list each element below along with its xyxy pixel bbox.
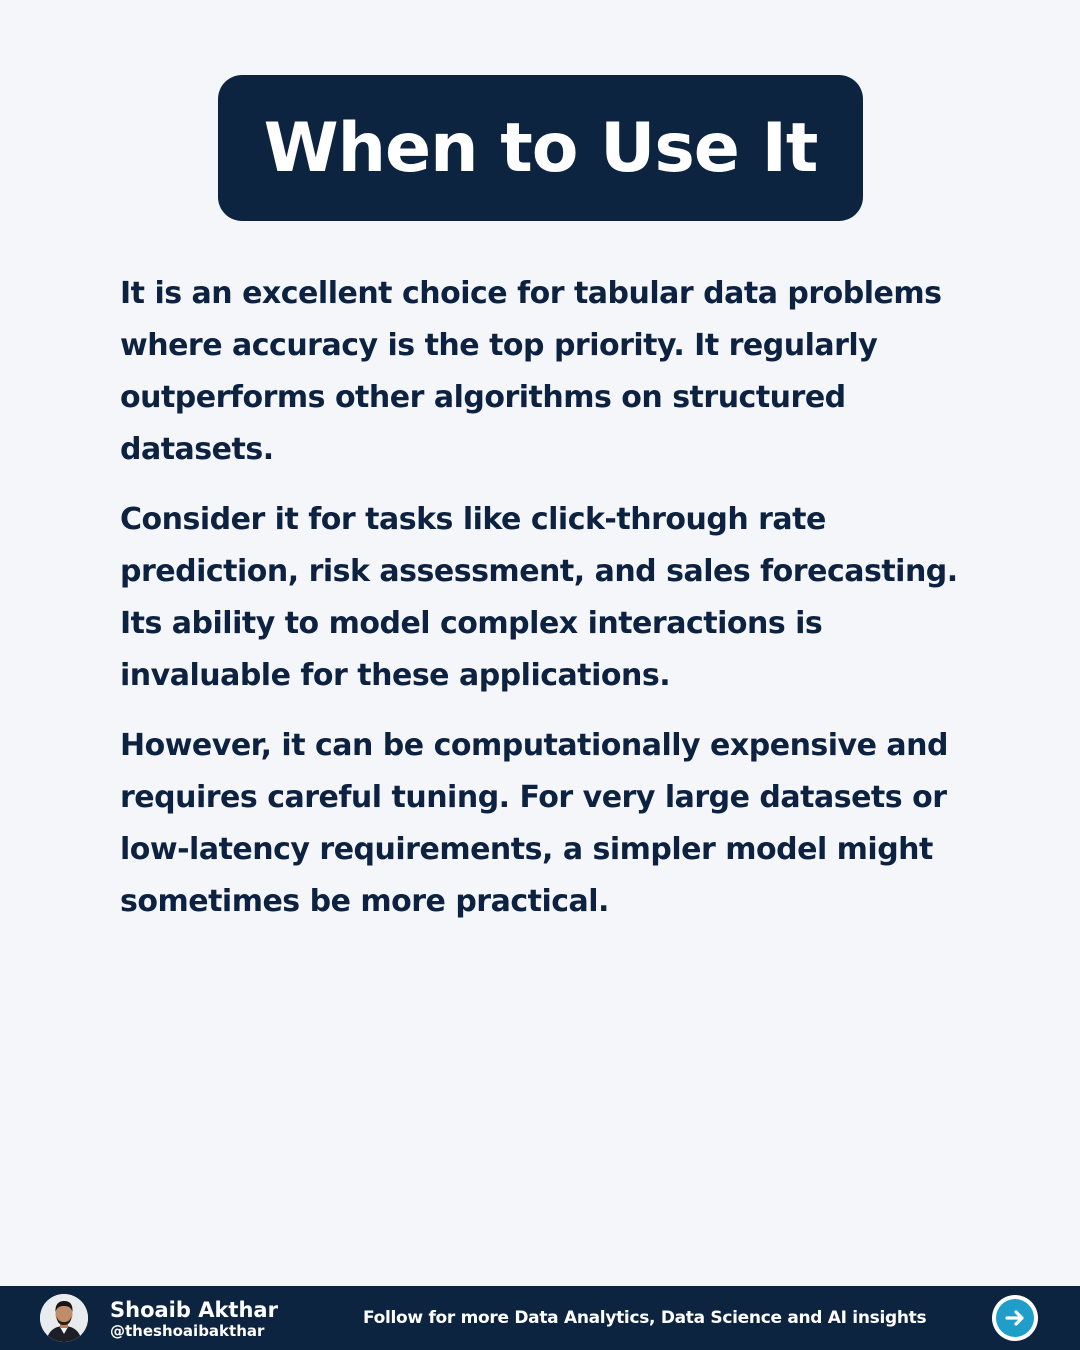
author-name[interactable]: Shoaib Akthar [110, 1298, 278, 1322]
footer-bar [0, 1286, 1080, 1350]
next-button-inner [996, 1299, 1034, 1337]
arrow-right-icon [1002, 1305, 1028, 1331]
paragraph-accuracy: It is an excellent choice for tabular data problems where accuracy is the top priority. It regularly outperforms other algorithms on structured datasets. [120, 276, 942, 467]
page-title: When to Use It [263, 108, 818, 188]
avatar-portrait-icon [40, 1294, 88, 1342]
avatar[interactable] [40, 1294, 88, 1342]
next-slide-button[interactable] [992, 1295, 1038, 1341]
author-handle[interactable]: @theshoaibakthar [110, 1322, 265, 1340]
title-banner [218, 75, 863, 221]
content-body [120, 268, 980, 946]
follow-cta: Follow for more Data Analytics, Data Science and AI insights [363, 1308, 927, 1328]
paragraph-use-cases: Consider it for tasks like click-through rate prediction, risk assessment, and sales forecasting. Its ability to model complex interactions is invaluable for these applications. [120, 502, 958, 693]
paragraph-limitations: However, it can be computationally expensive and requires careful tuning. For very large datasets or low-latency requirements, a simpler model might sometimes be more practical. [120, 728, 948, 919]
